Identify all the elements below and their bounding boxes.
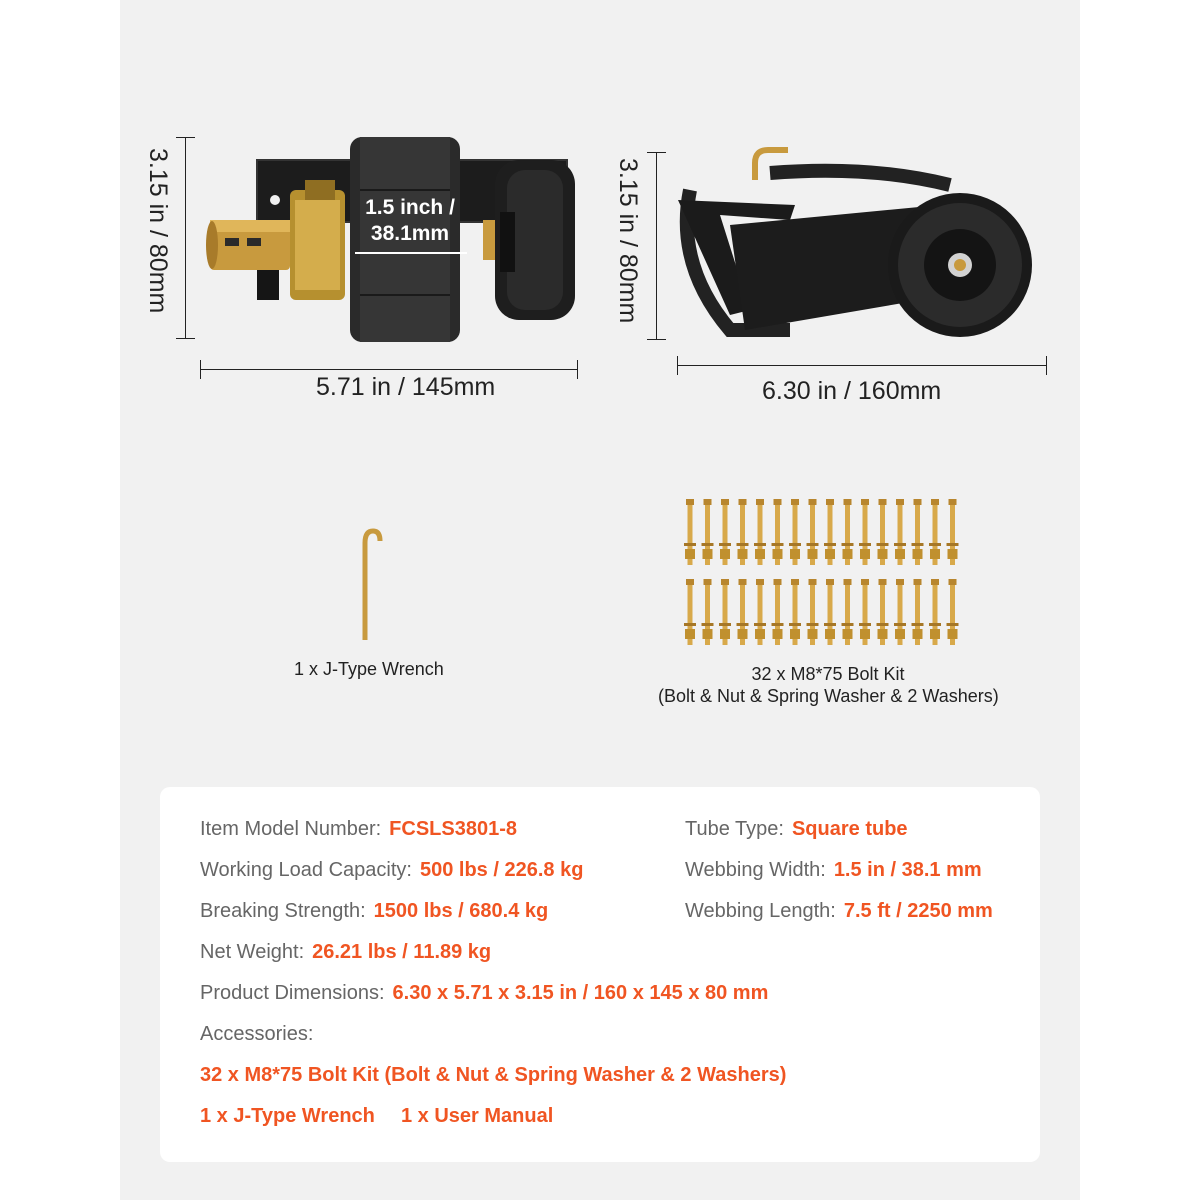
spec-width <box>685 859 982 882</box>
bolt-item <box>719 579 731 645</box>
bolt-item <box>719 499 731 565</box>
spec-weight-label: Net Weight: <box>200 941 305 963</box>
bolt-item <box>929 579 941 645</box>
spec-tube-value: Square tube <box>791 818 908 840</box>
bolt-item <box>789 579 801 645</box>
bolt-item <box>912 499 924 565</box>
bolt-item <box>754 579 766 645</box>
bolt-item <box>842 579 854 645</box>
side-height-line <box>656 152 657 340</box>
bolt-item <box>929 499 941 565</box>
bolt-item <box>842 499 854 565</box>
spec-length <box>685 900 993 923</box>
accessory-manual: 1 x User Manual <box>401 1105 554 1127</box>
webbing-callout-line1: 1.5 inch / <box>365 196 455 219</box>
bolt-item <box>754 499 766 565</box>
webbing-width-line <box>355 252 467 254</box>
spec-load <box>200 859 583 882</box>
wrench-caption: 1 x J-Type Wrench <box>294 659 444 679</box>
accessory-wrench: 1 x J-Type Wrench <box>200 1105 375 1127</box>
spec-break <box>200 900 548 923</box>
bolt-item <box>684 579 696 645</box>
spec-width-value: 1.5 in / 38.1 mm <box>833 859 982 881</box>
bolt-item <box>702 579 714 645</box>
bolt-item <box>737 579 749 645</box>
webbing-width-callout <box>350 195 470 247</box>
spec-load-label: Working Load Capacity: <box>200 859 412 881</box>
side-height-label: 3.15 in / 80mm <box>614 158 642 324</box>
j-wrench-image <box>350 525 390 645</box>
spec-tube-label: Tube Type: <box>685 818 784 840</box>
bolt-item <box>702 499 714 565</box>
bolt-item <box>824 499 836 565</box>
bolt-item <box>894 579 906 645</box>
bolt-item <box>684 499 696 565</box>
spec-break-value: 1500 lbs / 680.4 kg <box>373 900 549 922</box>
bolt-item <box>737 499 749 565</box>
side-width-line <box>677 365 1047 366</box>
bolts-caption-line2: (Bolt & Nut & Spring Washer & 2 Washers) <box>658 686 999 706</box>
spec-tube <box>685 818 908 841</box>
bolt-item <box>877 579 889 645</box>
spec-weight <box>200 941 491 964</box>
bolt-item <box>807 579 819 645</box>
front-height-label: 3.15 in / 80mm <box>144 148 172 314</box>
spec-width-label: Webbing Width: <box>685 859 826 881</box>
spec-dims-value: 6.30 x 5.71 x 3.15 in / 160 x 145 x 80 mm <box>392 982 769 1004</box>
bolt-item <box>824 579 836 645</box>
spec-length-label: Webbing Length: <box>685 900 836 922</box>
front-width-label: 5.71 in / 145mm <box>316 373 496 401</box>
spec-load-value: 500 lbs / 226.8 kg <box>419 859 584 881</box>
side-width-label: 6.30 in / 160mm <box>762 377 942 405</box>
spec-length-value: 7.5 ft / 2250 mm <box>843 900 993 922</box>
bolt-item <box>772 499 784 565</box>
bolt-item <box>877 499 889 565</box>
j-wrench-icon <box>350 525 390 645</box>
spec-accessories-label: Accessories: <box>200 1023 314 1045</box>
spec-model <box>200 818 517 841</box>
bolt-item <box>894 499 906 565</box>
bolts-caption <box>658 663 998 707</box>
bolt-item <box>789 499 801 565</box>
bolt-item <box>772 579 784 645</box>
bolt-kit-icon <box>682 495 972 655</box>
accessory-bolt-kit: 32 x M8*75 Bolt Kit (Bolt & Nut & Spring Washer & 2 Washers) <box>200 1064 787 1086</box>
side-view-image <box>670 145 1050 345</box>
bolt-item <box>947 579 959 645</box>
front-width-line <box>200 369 578 370</box>
webbing-callout-line2: 38.1mm <box>370 222 450 245</box>
spec-dims-label: Product Dimensions: <box>200 982 385 1004</box>
bolts-caption-line1: 32 x M8*75 Bolt Kit <box>751 664 905 684</box>
ratchet-side-illustration <box>670 145 1050 345</box>
bolt-item <box>807 499 819 565</box>
spec-break-label: Breaking Strength: <box>200 900 366 922</box>
bolt-item <box>947 499 959 565</box>
spec-dims <box>200 982 768 1005</box>
front-height-line <box>185 137 186 339</box>
spec-model-value: FCSLS3801-8 <box>389 818 518 840</box>
spec-model-label: Item Model Number: <box>200 818 382 840</box>
spec-weight-value: 26.21 lbs / 11.89 kg <box>312 941 492 963</box>
bolt-item <box>859 499 871 565</box>
bolt-item <box>859 579 871 645</box>
bolt-item <box>912 579 924 645</box>
bolt-kit-image <box>682 495 972 655</box>
